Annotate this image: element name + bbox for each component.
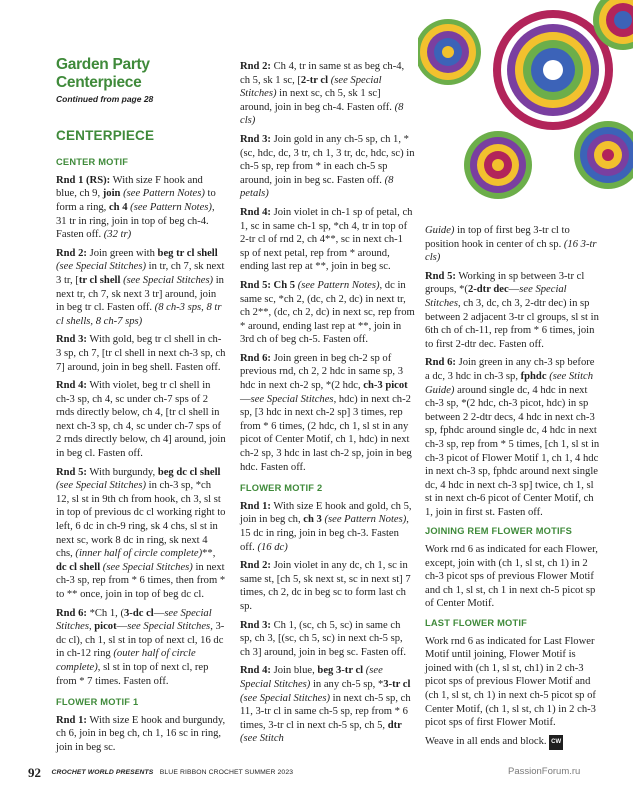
instruction-paragraph: Rnd 3: With gold, beg tr cl shell in ch-3 sp, ch 7, [tr cl shell in next ch-3 sp, ch 7] around, join in beg shell. Fasten off. <box>56 334 226 373</box>
section-subheading: FLOWER MOTIF 1 <box>56 697 139 708</box>
instruction-paragraph: Rnd 5: With burgundy, beg dc cl shell (see Special Stitches) in ch-3 sp, *ch 12, sl st in 9th ch from hook, ch 3, sl st in top of previous dc cl working right to left, 6 dc in ch-9 ring, sk 4 chs, sl st in next sc, work 8 dc in ring, sk next 4 chs, (inner half of circle complete)**, dc cl shell (see Special Stitches) in next ch-3 sp, rep from * 6 times, then from * to ** once, join in top of beg dc cl. <box>56 466 226 600</box>
column-1 <box>56 56 226 760</box>
instruction-paragraph: Rnd 2: Ch 4, tr in same st as beg ch-4, ch 5, sk 1 sc, [2-tr cl (see Special Stitches) in next sc, ch 5, sk 1 sc] around, join in beg ch-4. Fasten off. (8 cls) <box>240 61 405 127</box>
continued-note: Continued from page 28 <box>56 94 154 104</box>
instruction-paragraph: Rnd 6: *Ch 1, (3-dc cl—see Special Stitches, picot—see Special Stitches, 3-dc cl), ch 1, sl st in top of next cl, 16 dc in ch-12 ring (outer half of circle complete), sl st in top of next cl, rep from * 7 times. Fasten off. <box>56 607 225 687</box>
page-number: 92 <box>28 764 41 780</box>
instruction-paragraph: Rnd 3: Ch 1, (sc, ch 5, sc) in same ch sp, ch 3, [(sc, ch 5, sc) in next ch-5 sp, ch 3] around, join in beg sc. Fasten off. <box>240 619 407 658</box>
section-subheading: CENTER MOTIF <box>56 157 129 168</box>
publication-name: CROCHET WORLD PRESENTS <box>51 769 154 777</box>
section-subheading: LAST FLOWER MOTIF <box>425 618 528 629</box>
instruction-paragraph: Rnd 6: Join green in any ch-3 sp before a dc, 3 hdc in ch-3 sp, fphdc (see Stitch Guide) around single dc, 4 hdc in next ch-3 sp, *(2 hdc, ch-3 picot, hdc) in sp between 2 2-dtr decs, 4 hdc in next ch-3 sp, fphdc around single dc, 4 hdc in next ch-3 sp, rep from * 5 times, [ch 1, sl st in ch-3 picot of Flower Motif 1, ch 1, 4 hdc in next ch-3 sp, fphdc around next single dc, 4 hdc in next ch-3 sp] twice, ch 1, sl st in next ch-6 picot of Center Motif, ch 1, join in first st. Fasten off. <box>425 357 600 518</box>
watermark: PassionForum.ru <box>508 766 581 777</box>
instruction-paragraph: Weave in all ends and block. CW <box>425 735 600 751</box>
instruction-paragraph: Rnd 4: Join blue, beg 3-tr cl (see Special Stitches) in any ch-5 sp, *3-tr cl (see Special Stitches) in next ch-5 sp, ch 11, 3-tr cl in same ch-5 sp, rep from * 6 times, 3-tr cl in next ch-5 sp, ch 5, dtr (see Stitch <box>240 665 411 745</box>
flower-motif-right <box>574 121 633 189</box>
instruction-paragraph: Rnd 6: Join green in beg ch-2 sp of previous rnd, ch 2, 2 hdc in same sp, 3 hdc in next ch-2 sp, *(2 hdc, ch-3 picot—see Special Stitches, hdc) in next ch-2 sp, [3 hdc in next ch-2 sp] 3 times, rep from * 6 times, (2 hdc, ch 1, sl st in any picot of Center Motif, ch 1, hdc) in next ch-2 sp, 3 hdc in last ch-2 sp, join in beg hdc. Fasten off. <box>240 352 412 473</box>
column-2 <box>240 60 415 751</box>
column-3 <box>425 224 600 755</box>
instruction-paragraph: Work rnd 6 as indicated for each Flower, except, join with (ch 1, sl st, ch 1) in 2 ch-3 picot sps of previous Flower Motif and ch 1, sl st, ch 1 in next ch-5 picot sp of Center Motif. <box>425 544 598 610</box>
section-heading-centerpiece: CENTERPIECE <box>56 127 155 143</box>
instruction-paragraph: Rnd 1 (RS): With size F hook and blue, ch 9, join (see Pattern Notes) to form a ring, ch 4 (see Pattern Notes), 31 tr in ring, join in top of beg ch-4. Fasten off. (32 tr) <box>56 174 216 241</box>
instruction-paragraph: Work rnd 6 as indicated for Last Flower Motif until joining, Flower Motif is joined with (ch 1, sl st, ch1) in 2 ch-3 picot sps of previous Flower Motif and (ch 1, sl st, ch 1) in next ch-5 picot sp of Center Motif, (ch 1, sl st, ch 1) in 2 ch-3 picot sps of first Flower Motif. <box>425 635 596 729</box>
column-1-text <box>56 156 226 754</box>
instruction-paragraph: Rnd 1: With size E hook and burgundy, ch 6, join in beg ch, ch 1, 16 sc in ring, join in beg sc. <box>56 714 226 753</box>
instruction-paragraph: Rnd 5: Ch 5 (see Pattern Notes), dc in same sc, *ch 2, (dc, ch 2, dc) in next tr, ch 2**, (dc, ch 2, dc) in next sc, rep from * around, ending last rep at **, join in 3rd ch of beg ch-5. Fasten off. <box>240 279 415 346</box>
instruction-paragraph: Rnd 5: Working in sp between 3-tr cl groups, *(2-dtr dec—see Special Stitches, ch 3, dc, ch 3, 2-dtr dec) in sp between 2 adjacent 3-tr cl groups, sl st in 6th ch of ch-11, rep from * 6 times, join to first 2-dtr dec. Fasten off. <box>425 270 599 350</box>
column-3-text <box>425 224 600 750</box>
instruction-paragraph: Rnd 2: Join green with beg tr cl shell (see Special Stitches) in tr, ch 7, sk next 3 tr, [tr cl shell (see Special Stitches) in next tr, ch 7, sk next 3 tr] around, join in beg tr cl. Fasten off. (8 ch-3 sps, 8 tr cl shells, 8 ch-7 sps) <box>56 247 225 327</box>
page-footer <box>28 764 388 782</box>
issue-name: BLUE RIBBON CROCHET SUMMER 2023 <box>159 769 294 777</box>
section-subheading: JOINING REM FLOWER MOTIFS <box>425 526 573 537</box>
instruction-paragraph: Guide) in top of first beg 3-tr cl to position hook in center of ch sp. (16 3-tr cls) <box>425 225 597 264</box>
instruction-paragraph: Rnd 1: With size E hook and gold, ch 5, join in beg ch, ch 3 (see Pattern Notes), 15 dc in ring, join in beg ch-3. Fasten off. (16 dc) <box>240 500 412 553</box>
instruction-paragraph: Rnd 2: Join violet in any dc, ch 1, sc in same st, [ch 5, sk next st, sc in next st] 7 times, ch 2, dc in beg sc to form last ch sp. <box>240 560 411 612</box>
instruction-paragraph: Rnd 4: Join violet in ch-1 sp of petal, ch 1, sc in same ch-1 sp, *ch 4, tr in top of 2-tr cl of rnd 2, ch 4**, sc in next ch-1 sp of next petal, rep from * around, ending last rep at **, join in beg sc. <box>240 206 413 273</box>
flower-motif-bottom <box>464 131 532 199</box>
instruction-paragraph: Rnd 4: With violet, beg tr cl shell in ch-3 sp, ch 4, sc under ch-7 sps of 2 rnds directly below, ch 4, [tr cl shell in next ch-3 sp, ch 4, sc under ch-7 sps of 2 rnds directly below, ch 4] around, join in beg cl. Fasten off. <box>56 380 226 460</box>
flower-motif-left <box>418 19 481 85</box>
section-subheading: FLOWER MOTIF 2 <box>240 483 323 494</box>
column-2-text <box>240 60 415 746</box>
instruction-paragraph: Rnd 3: Join gold in any ch-5 sp, ch 1, *(sc, hdc, dc, 3 tr, ch 1, 3 tr, dc, hdc, sc) in ch-5 sp, rep from * in each ch-5 sp around, join in beg sc. Fasten off. (8 petals) <box>240 133 415 200</box>
crochet-centerpiece-illustration <box>418 0 633 218</box>
article-title: Garden Party Centerpiece <box>56 56 150 91</box>
